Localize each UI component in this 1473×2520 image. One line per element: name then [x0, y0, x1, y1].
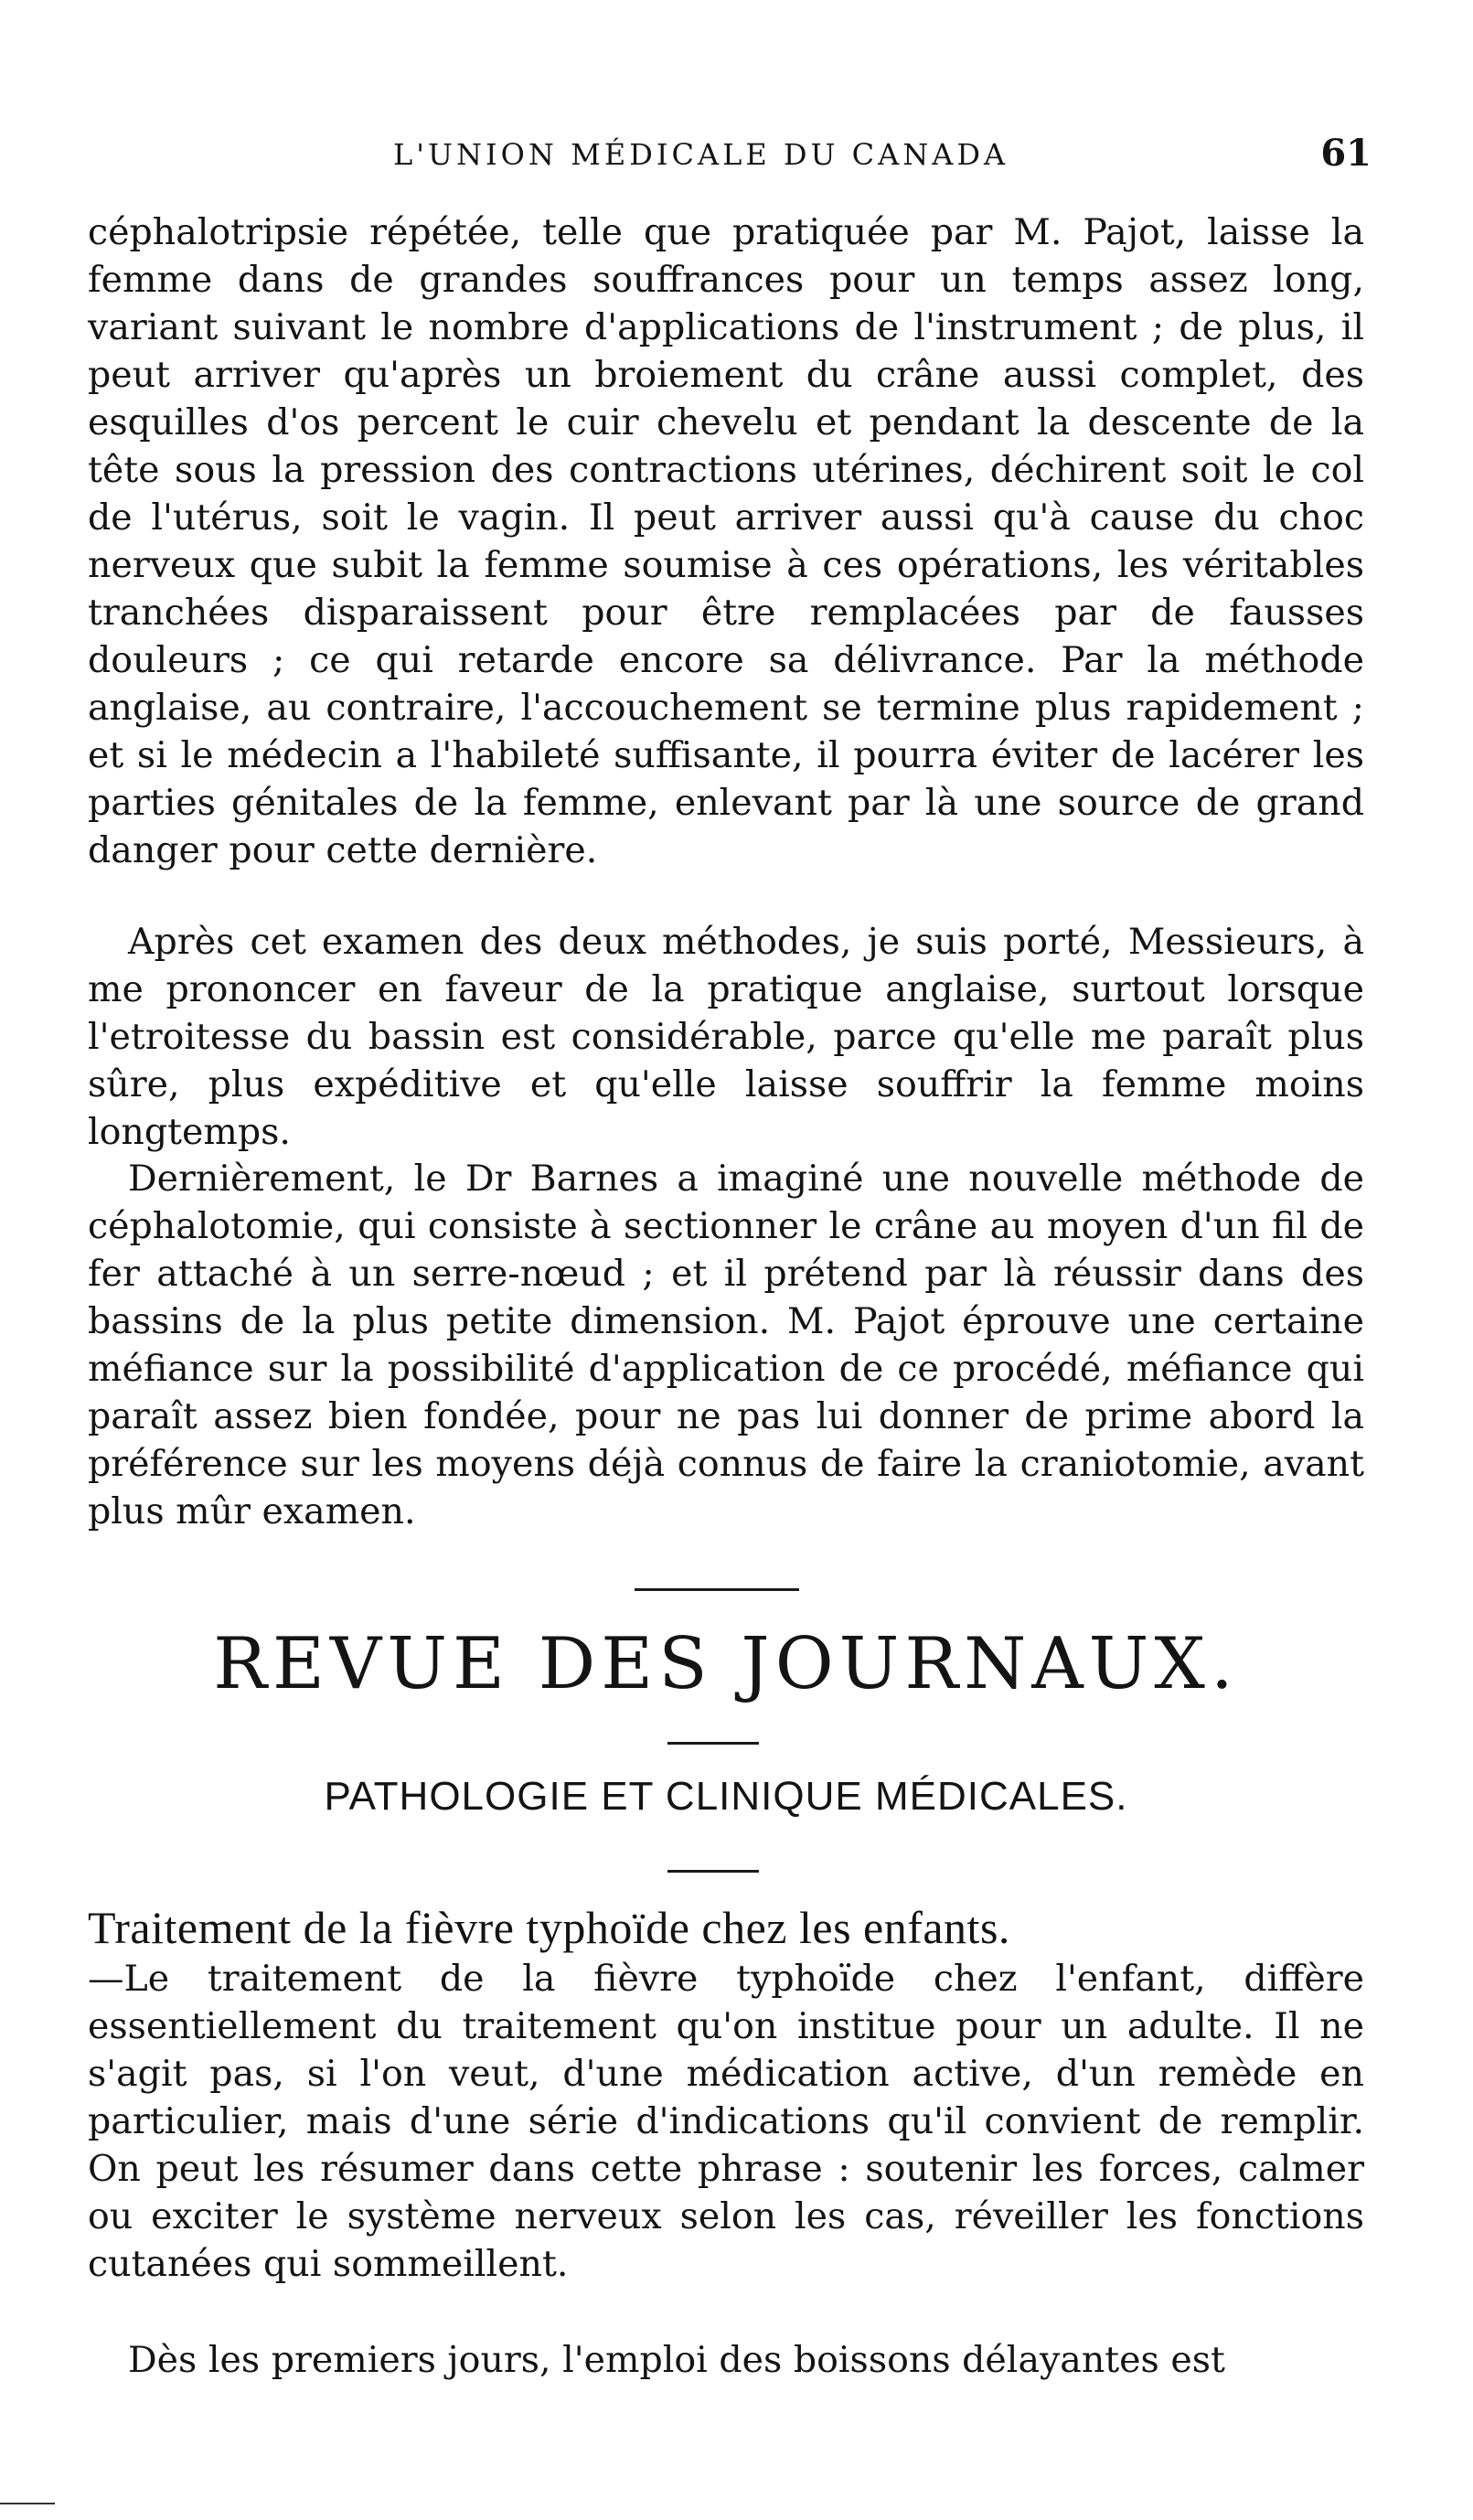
running-title: L'UNION MÉDICALE DU CANADA [393, 137, 1009, 172]
article-paragraph [88, 1904, 1364, 2288]
article-lead: —Le traitement de la fièvre typhoïde chez l'enfant, diffère essentiellement du traitement qu'on institue pour un adulte. Il ne s'agit pas, si l'on veut, d'une médication active, d'un remède en particulier, mais d'une série d'indications qu'il convient de remplir. On peut les résumer dans cette phrase : soutenir les forces, calmer ou exciter le système nerveux selon les cas, réveiller les fonctions cutanées qui sommeillent. [88, 1958, 1364, 2285]
section-title: REVUE DES JOURNAUX. [213, 1623, 1239, 1705]
section-divider [635, 1588, 799, 1591]
article-paragraph: Dès les premiers jours, l'emploi des boissons délayantes est [128, 2339, 1225, 2381]
section-divider [667, 1870, 759, 1873]
body-paragraph: Après cet examen des deux méthodes, je suis porté, Messieurs, à me prononcer en faveur de la pratique anglaise, surtout lorsque l'etroitesse du bassin est considérable, parce qu'elle me paraît plus sûre, plus expéditive et qu'elle laisse souffrir la femme moins longtemps. [88, 921, 1364, 1153]
subsection-title: PATHOLOGIE ET CLINIQUE MÉDICALES. [324, 1774, 1128, 1819]
body-paragraph: Dernièrement, le Dr Barnes a imaginé une nouvelle méthode de céphalotomie, qui consiste à sectionner le crâne au moyen d'un fil de fer attaché à un serre-nœud ; et il prétend par là réussir dans des bassins de la plus petite dimension. M. Pajot éprouve une certaine méfiance sur la possibilité d'application de ce procédé, méfiance qui paraît assez bien fondée, pour ne pas lui donner de prime abord la préférence sur les moyens déjà connus de faire la craniotomie, avant plus mûr examen. [88, 1158, 1364, 1532]
article-title: Traitement de la fièvre typhoïde chez les enfants. [88, 1902, 1010, 1953]
section-divider [667, 1742, 759, 1745]
running-header [91, 132, 1372, 183]
page-number: 61 [1320, 132, 1372, 175]
body-paragraph: céphalotripsie répétée, telle que pratiquée par M. Pajot, laisse la femme dans de grandes souffrances pour un temps assez long, variant suivant le nombre d'applications de l'instrument ; de plus, il peut arriver qu'après un broiement du crâne aussi complet, des esquilles d'os percent le cuir chevelu et pendant la descente de la tête sous la pression des contractions utérines, déchirent soit le col de l'utérus, soit le vagin. Il peut arriver aussi qu'à cause du choc nerveux que subit la femme soumise à ces opérations, les véritables tranchées disparaissent pour être remplacées par de fausses douleurs ; ce qui retarde encore sa délivrance. Par la méthode anglaise, au contraire, l'accouchement se termine plus rapidement ; et si le médecin a l'habileté suffisante, il pourra éviter de lacérer les parties génitales de la femme, enlevant par là une source de grand danger pour cette dernière. [88, 211, 1364, 871]
page-edge-mark [0, 2503, 55, 2504]
